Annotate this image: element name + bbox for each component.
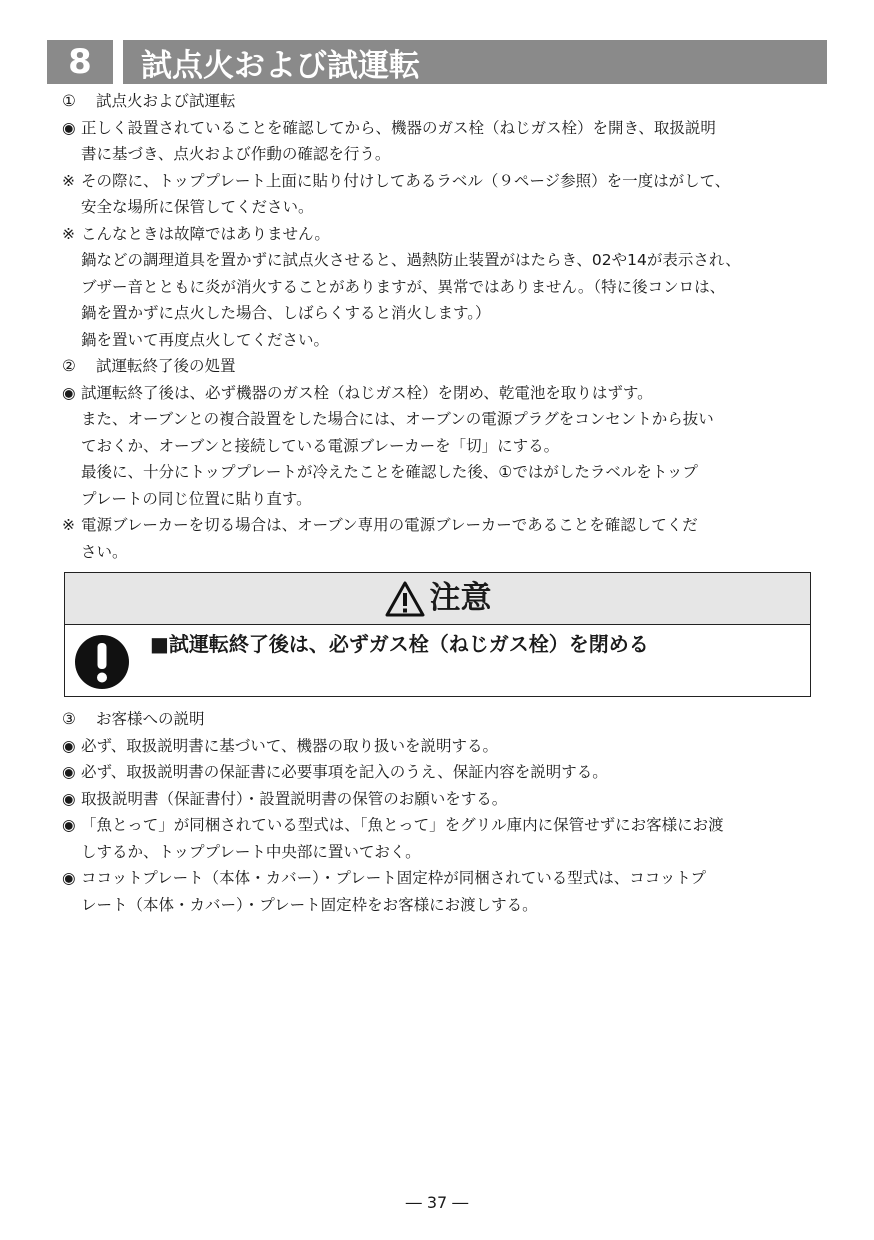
list-item-text (81, 115, 814, 168)
text-line: 試運転終了後は、必ず機器のガス栓（ねじガス栓）を閉め、乾電池を取りはずす。 (81, 383, 653, 402)
text-line: さい。 (81, 542, 128, 561)
subsection-title: 試運転終了後の処置 (96, 357, 236, 375)
subsection-title: お客様への説明 (96, 710, 205, 728)
text-line: プレートの同じ位置に貼り直す。 (81, 489, 312, 508)
text-line: 正しく設置されていることを確認してから、機器のガス栓（ねじガス栓）を開き、取扱説明 (81, 118, 716, 137)
text-line: 必ず、取扱説明書の保証書に必要事項を記入のうえ、保証内容を説明する。 (81, 763, 608, 781)
bullet-marker: ◉ (62, 383, 76, 402)
list-item (62, 380, 814, 407)
text-line: レート（本体・カバー）・プレート固定枠をお客様にお渡しする。 (81, 895, 538, 914)
list-item (62, 812, 814, 865)
bullet-marker: ◉ (62, 118, 76, 137)
text-line: ココットプレート（本体・カバー）・プレート固定枠が同梱されている型式は、ココットプ (81, 869, 706, 887)
bullet-marker: ◉ (62, 763, 76, 781)
subsection-heading (62, 706, 814, 733)
warning-triangle-icon (384, 580, 426, 618)
text-line: 「魚とって」が同梱されている型式は、「魚とって」をグリル庫内に保管せずにお客様にお渡 (81, 816, 724, 834)
text-line: ておくか、オーブンと接続している電源ブレーカーを「切」にする。 (81, 436, 560, 455)
subsection-number: ③ (62, 710, 76, 728)
list-item (62, 221, 814, 248)
list-item (62, 865, 814, 918)
text-line: ブザー音とともに炎が消火することがありますが、異常ではありません。（特に後コンロは、 (81, 277, 726, 296)
text-line: その際に、トッププレート上面に貼り付けしてあるラベル（９ページ参照）を一度はがして、 (81, 171, 731, 190)
subsection-number: ② (62, 357, 76, 375)
exclamation-circle-icon (74, 634, 130, 690)
text-line: 安全な場所に保管してください。 (81, 198, 314, 216)
bullet-marker: ◉ (62, 789, 76, 808)
text-line: 電源ブレーカーを切る場合は、オーブン専用の電源ブレーカーであることを確認してくだ (81, 516, 698, 534)
list-item-text (81, 221, 814, 248)
caution-box (64, 572, 811, 697)
list-item-text (81, 733, 814, 760)
section-number: 8 (47, 40, 113, 84)
list-item-text (81, 865, 814, 918)
subsection-heading (62, 353, 814, 380)
page-content (62, 88, 814, 918)
list-item-text (81, 812, 814, 865)
subsection-title: 試点火および試運転 (96, 92, 236, 110)
section-header (47, 40, 827, 84)
text-line: 鍋を置いて再度点火してください。 (81, 330, 330, 349)
text-line: また、オーブンとの複合設置をした場合には、オーブンの電源プラグをコンセントから抜い (81, 410, 714, 428)
bullet-marker: ※ (62, 171, 75, 190)
list-item (62, 512, 814, 565)
list-item-text (81, 168, 814, 221)
list-item (62, 168, 814, 221)
list-item-text (81, 512, 814, 565)
bullet-marker: ※ (62, 516, 75, 534)
text-line: 鍋などの調理道具を置かずに試点火させると、過熱防止装置がはたらき、02や14が表示され、 (81, 251, 741, 269)
caution-text: ■試運転終了後は、必ずガス栓（ねじガス栓）を閉める (150, 632, 649, 656)
subsection-1 (62, 88, 814, 353)
bullet-marker: ※ (62, 224, 75, 243)
bullet-marker: ◉ (62, 736, 76, 755)
bullet-marker: ◉ (62, 869, 76, 887)
text-line: 鍋を置かずに点火した場合、しばらくすると消火します。） (81, 304, 491, 322)
list-item-text (81, 380, 814, 407)
text-line: 取扱説明書（保証書付）・設置説明書の保管のお願いをする。 (81, 789, 508, 808)
text-line: 書に基づき、点火および作動の確認を行う。 (81, 145, 391, 163)
subsection-3 (62, 706, 814, 918)
page-number: ― 37 ― (405, 1193, 469, 1212)
list-item-text (81, 786, 814, 813)
subsection-number: ① (62, 92, 76, 110)
list-item (62, 786, 814, 813)
text-line: 必ず、取扱説明書に基づいて、機器の取り扱いを説明する。 (81, 736, 498, 755)
caution-title: 注意 (429, 580, 492, 617)
list-item (62, 733, 814, 760)
subsection-2 (62, 353, 814, 565)
caution-header (65, 573, 810, 625)
caution-body (65, 625, 810, 696)
bullet-marker: ◉ (62, 816, 76, 834)
text-line: しするか、トッププレート中央部に置いておく。 (81, 842, 421, 861)
section-title: 試点火および試運転 (123, 40, 827, 84)
list-item (62, 759, 814, 786)
text-line: 最後に、十分にトッププレートが冷えたことを確認した後、①ではがしたラベルをトップ (81, 463, 698, 481)
subsection-heading (62, 88, 814, 115)
text-line: こんなときは故障ではありません。 (81, 224, 330, 243)
list-item (62, 115, 814, 168)
list-item-text (81, 759, 814, 786)
